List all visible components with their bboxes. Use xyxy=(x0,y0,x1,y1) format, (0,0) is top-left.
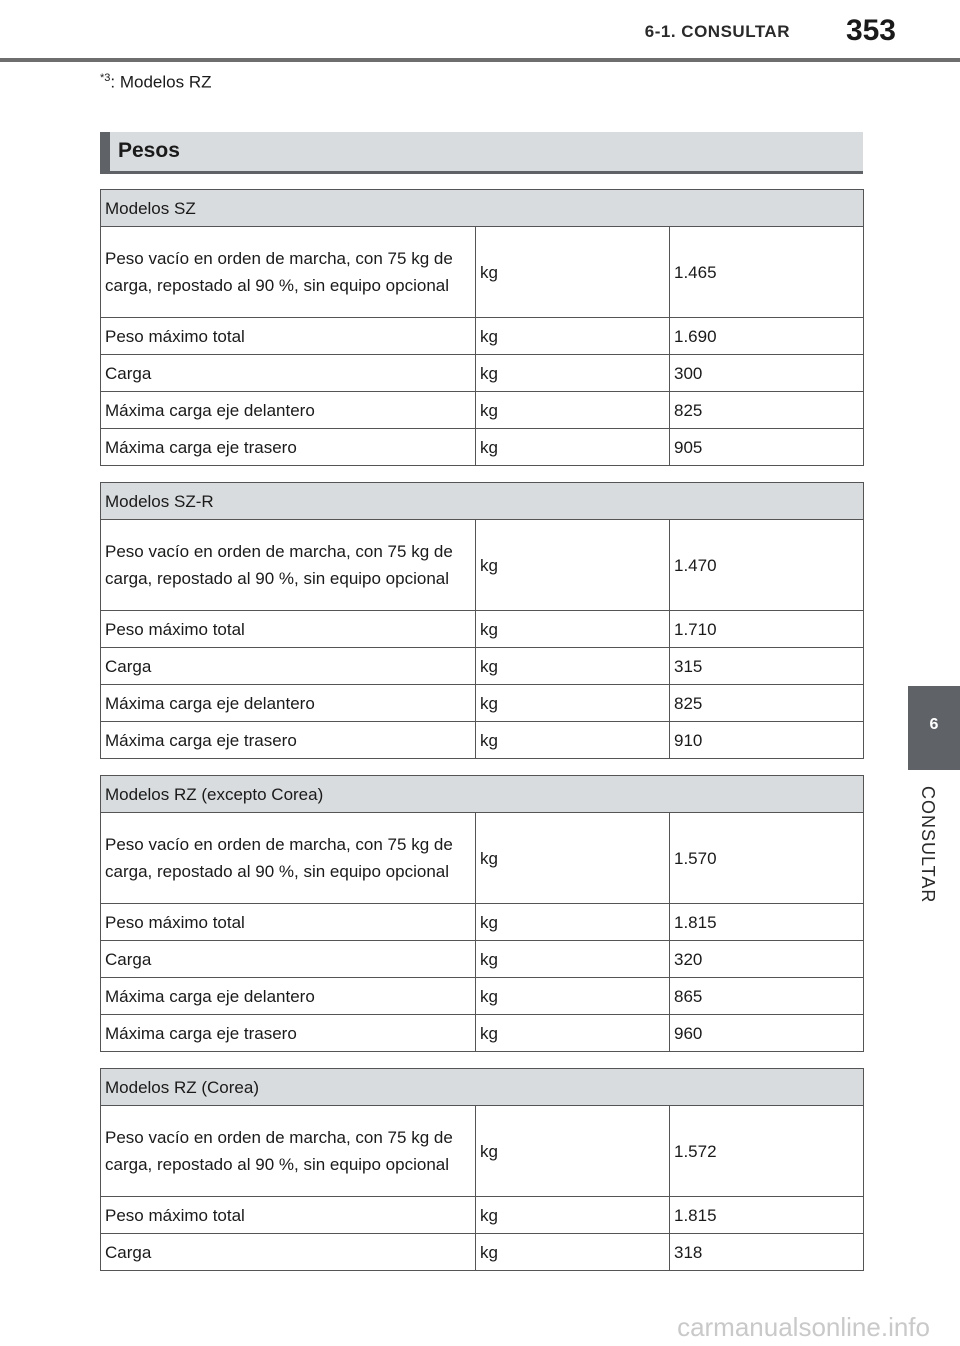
row-value: 1.470 xyxy=(670,520,864,611)
row-label: Peso máximo total xyxy=(101,904,476,941)
row-value: 1.690 xyxy=(670,318,864,355)
weight-table xyxy=(100,189,864,466)
row-value: 1.465 xyxy=(670,227,864,318)
page-header xyxy=(0,0,960,62)
section-heading xyxy=(100,132,863,174)
table-row xyxy=(101,429,864,466)
table-row xyxy=(101,227,864,318)
table-row xyxy=(101,648,864,685)
row-value: 1.570 xyxy=(670,813,864,904)
watermark: carmanualsonline.info xyxy=(677,1312,930,1342)
row-unit: kg xyxy=(476,429,670,466)
row-unit: kg xyxy=(476,904,670,941)
row-label: Peso máximo total xyxy=(101,1197,476,1234)
row-value: 825 xyxy=(670,392,864,429)
row-label: Máxima carga eje trasero xyxy=(101,429,476,466)
row-value: 865 xyxy=(670,978,864,1015)
row-value: 905 xyxy=(670,429,864,466)
chapter-number: 6 xyxy=(929,716,939,733)
chapter-tab xyxy=(908,686,960,770)
row-value: 910 xyxy=(670,722,864,759)
row-unit: kg xyxy=(476,611,670,648)
row-unit: kg xyxy=(476,1106,670,1197)
chapter-label: CONSULTAR xyxy=(918,786,938,904)
section-title: Pesos xyxy=(118,139,180,162)
row-unit: kg xyxy=(476,1234,670,1271)
footnote xyxy=(100,72,212,93)
table-row xyxy=(101,1106,864,1197)
table-row xyxy=(101,722,864,759)
row-label: Carga xyxy=(101,1234,476,1271)
table-row xyxy=(101,904,864,941)
row-label: Peso máximo total xyxy=(101,318,476,355)
row-unit: kg xyxy=(476,355,670,392)
table-header-row xyxy=(101,1069,864,1106)
row-label: Máxima carga eje delantero xyxy=(101,685,476,722)
row-unit: kg xyxy=(476,813,670,904)
row-label: Máxima carga eje trasero xyxy=(101,1015,476,1052)
table-row xyxy=(101,520,864,611)
row-value: 960 xyxy=(670,1015,864,1052)
weight-tables xyxy=(100,189,863,1287)
page-number: 353 xyxy=(845,14,896,47)
row-unit: kg xyxy=(476,392,670,429)
table-row xyxy=(101,941,864,978)
row-unit: kg xyxy=(476,648,670,685)
row-label: Peso vacío en orden de marcha, con 75 kg de carga, repostado al 90 %, sin equipo opcional xyxy=(101,227,476,318)
header-section-title: 6-1. CONSULTAR xyxy=(644,22,790,41)
table-header-row xyxy=(101,190,864,227)
table-row xyxy=(101,611,864,648)
table-row xyxy=(101,318,864,355)
row-label: Peso vacío en orden de marcha, con 75 kg de carga, repostado al 90 %, sin equipo opcional xyxy=(101,813,476,904)
table-header-row xyxy=(101,776,864,813)
row-label: Máxima carga eje delantero xyxy=(101,978,476,1015)
table-title: Modelos SZ-R xyxy=(101,483,864,520)
row-unit: kg xyxy=(476,941,670,978)
row-value: 1.572 xyxy=(670,1106,864,1197)
table-row xyxy=(101,1234,864,1271)
row-label: Peso vacío en orden de marcha, con 75 kg de carga, repostado al 90 %, sin equipo opcional xyxy=(101,520,476,611)
table-title: Modelos RZ (Corea) xyxy=(101,1069,864,1106)
weight-table xyxy=(100,1068,864,1271)
table-title: Modelos SZ xyxy=(101,190,864,227)
table-row xyxy=(101,978,864,1015)
row-value: 300 xyxy=(670,355,864,392)
row-unit: kg xyxy=(476,978,670,1015)
row-unit: kg xyxy=(476,722,670,759)
header-rule xyxy=(0,58,960,62)
table-row xyxy=(101,392,864,429)
footnote-marker: *3 xyxy=(100,72,111,84)
table-header-row xyxy=(101,483,864,520)
row-unit: kg xyxy=(476,685,670,722)
row-value: 315 xyxy=(670,648,864,685)
row-label: Máxima carga eje delantero xyxy=(101,392,476,429)
row-unit: kg xyxy=(476,227,670,318)
row-label: Carga xyxy=(101,941,476,978)
row-value: 1.815 xyxy=(670,1197,864,1234)
table-row xyxy=(101,1015,864,1052)
row-label: Peso vacío en orden de marcha, con 75 kg de carga, repostado al 90 %, sin equipo opcional xyxy=(101,1106,476,1197)
row-label: Peso máximo total xyxy=(101,611,476,648)
table-row xyxy=(101,685,864,722)
row-value: 320 xyxy=(670,941,864,978)
row-unit: kg xyxy=(476,1015,670,1052)
row-unit: kg xyxy=(476,1197,670,1234)
table-row xyxy=(101,813,864,904)
row-value: 318 xyxy=(670,1234,864,1271)
row-label: Carga xyxy=(101,355,476,392)
table-row xyxy=(101,1197,864,1234)
table-title: Modelos RZ (excepto Corea) xyxy=(101,776,864,813)
row-unit: kg xyxy=(476,318,670,355)
row-value: 825 xyxy=(670,685,864,722)
row-value: 1.815 xyxy=(670,904,864,941)
footnote-text: : Modelos RZ xyxy=(110,72,212,92)
table-row xyxy=(101,355,864,392)
weight-table xyxy=(100,482,864,759)
row-value: 1.710 xyxy=(670,611,864,648)
row-unit: kg xyxy=(476,520,670,611)
weight-table xyxy=(100,775,864,1052)
row-label: Carga xyxy=(101,648,476,685)
row-label: Máxima carga eje trasero xyxy=(101,722,476,759)
